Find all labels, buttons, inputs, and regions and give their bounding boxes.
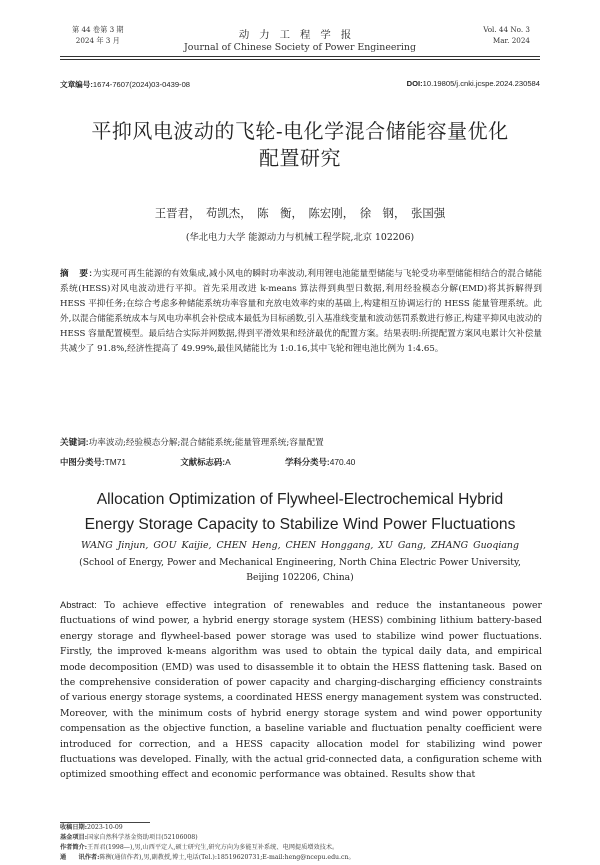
- header-rule-thin: [60, 59, 540, 60]
- doc-code-label: 文献标志码:: [180, 457, 226, 467]
- footnote-fund: [60, 833, 542, 843]
- header-rule: [60, 56, 540, 57]
- volume-issue-en: Vol. 44 No. 3: [483, 25, 530, 34]
- abstract-en-text: To achieve effective integration of renewables and reduce the instantaneous power fluctuations of wind power, a hybrid energy storage system (HESS) combining lithium battery-based energy storage and flywheel-based power storage was used to stabilize wind power fluctuations. Firstly, the improved k-means algorithm was used to obtain the typical daily data, and empirical mode decomposition (EMD) was used to disassemble it to obtain the HESS flattening task. Based on the comprehensive consideration of power capacity and charging-discharging efficiency constraints of various energy storage systems, a coordinated HESS energy management system was constructed. Moreover, with the minimum costs of hybrid energy storage system and wind power opportunity compensation as the objective function, a baseline variable and fluctuation penalty coefficient were introduced for correction, and a HESS capacity allocation model for stabilizing wind power fluctuations was developed. Finally, with the actual grid-connected data, a configuration scheme with optimized smoothing effect and economic performance was obtained. Results show that: [60, 600, 542, 781]
- affiliation-cn: (华北电力大学 能源动力与机械工程学院,北京 102206): [185, 232, 415, 243]
- title-cn: [60, 118, 540, 172]
- abstract-cn-label: 摘 要:: [60, 268, 93, 278]
- abstract-cn-text: 为实现可再生能源的有效集成,减小风电的瞬时功率波动,利用锂电池能量型储能与飞轮受功率型储能相结合的混合储能系统(HESS)对风电波动进行平抑。首先采用改进 k-means 算法得到典型日数据,利用经验模态分解(EMD)将其拆解得到 HESS 平抑任务;在综合考虑多种储能系统功率容量和充放电效率约束的基础上,构建相互协调运行的 HESS 能量管理系统。此外,以混合储能系统成本与风电功率机会补偿成本最低为目标函数,引入基准线变量和波动惩罚系数进行修正,构建平抑风电波动的 HESS 容量配置模型。最后结合实际并网数据,得到平滑效果和经济最优的配置方案。结果表明:所提配置方案风电累计欠补偿量共减少了 91.8%,经济性提高了 49.99%,最佳风储能比为 1:0.16,其中飞轮和锂电池比例为 1:4.65。: [60, 269, 542, 355]
- footnote-corr: [60, 853, 542, 863]
- title-en-line2: Energy Storage Capacity to Stabilize Wind Power Fluctuations: [84, 516, 516, 533]
- doc-code: A: [225, 457, 231, 467]
- received-date: 2023-10-09: [87, 824, 123, 831]
- title-en: [60, 487, 540, 537]
- date-en: Mar. 2024: [492, 35, 530, 45]
- author-bio-text: 王晋君(1998—),男,山西平定人,硕士研究生,研究方向为多能互补系统、电网提质增效技术。: [87, 844, 339, 851]
- doi-link[interactable]: 10.19805/j.cnki.jcspe.2024.230584: [422, 79, 540, 88]
- affiliation-en: [60, 555, 540, 585]
- journal-name-en: Journal of Chinese Society of Power Engineering: [184, 42, 416, 53]
- subject-code: 470.40: [329, 457, 356, 467]
- fund-text: 国家自然科学基金资助项目(52106008): [87, 834, 198, 841]
- title-cn-line2: 配置研究: [259, 146, 341, 170]
- author-bio-label: 作者简介:: [60, 844, 88, 851]
- authors-en: WANG Jinjun, GOU Kaijie, CHEN Heng, CHEN Honggang, XU Gang, ZHANG Guoqiang: [81, 540, 519, 551]
- keywords-cn: [60, 436, 542, 448]
- classification-line: [60, 456, 542, 468]
- article-number-label: 文章编号:: [60, 80, 93, 89]
- received-label: 收稿日期:: [60, 824, 88, 831]
- abstract-en: [60, 598, 542, 783]
- date-cn: 2024 年 3 月: [75, 35, 120, 45]
- fund-label: 基金项目:: [60, 834, 88, 841]
- title-cn-line1: 平抑风电波动的飞轮-电化学混合储能容量优化: [91, 119, 509, 143]
- doi-label: DOI:: [406, 79, 423, 88]
- header-volume-en: [483, 25, 530, 46]
- keywords-cn-text: 功率波动;经验模态分解;混合储能系统;能量管理系统;容量配置: [88, 438, 324, 448]
- journal-name-cn: 动力工程学报: [238, 29, 362, 41]
- authors-cn: 王晋君， 苟凯杰， 陈 衡， 陈宏刚， 徐 钢， 张国强: [154, 206, 446, 220]
- article-meta: [60, 79, 540, 90]
- running-header: [0, 0, 600, 58]
- clc-code: TM71: [104, 457, 127, 467]
- subject-code-label: 学科分类号:: [285, 457, 330, 467]
- corr-text: 陈衡(通信作者),男,副教授,博士,电话(Tel.):18519620731;E-mail:heng@ncepu.edu.cn。: [99, 854, 355, 861]
- keywords-cn-label: 关键词:: [60, 437, 89, 447]
- affiliation-en-line2: Beijing 102206, China): [246, 572, 354, 583]
- title-en-line1: Allocation Optimization of Flywheel-Electrochemical Hybrid: [96, 491, 504, 508]
- affiliation-en-line1: (School of Energy, Power and Mechanical Engineering, North China Electric Power University,: [79, 557, 521, 568]
- footnote-author: [60, 843, 542, 853]
- volume-issue-cn: 第 44 卷第 3 期: [72, 25, 124, 34]
- abstract-en-label: Abstract:: [60, 600, 97, 610]
- corr-label: 通 讯作者:: [60, 854, 100, 861]
- footnote-received: [60, 823, 542, 833]
- article-number: 1674-7607(2024)03-0439-08: [92, 80, 191, 89]
- clc-label: 中图分类号:: [60, 457, 105, 467]
- abstract-cn: [60, 266, 542, 358]
